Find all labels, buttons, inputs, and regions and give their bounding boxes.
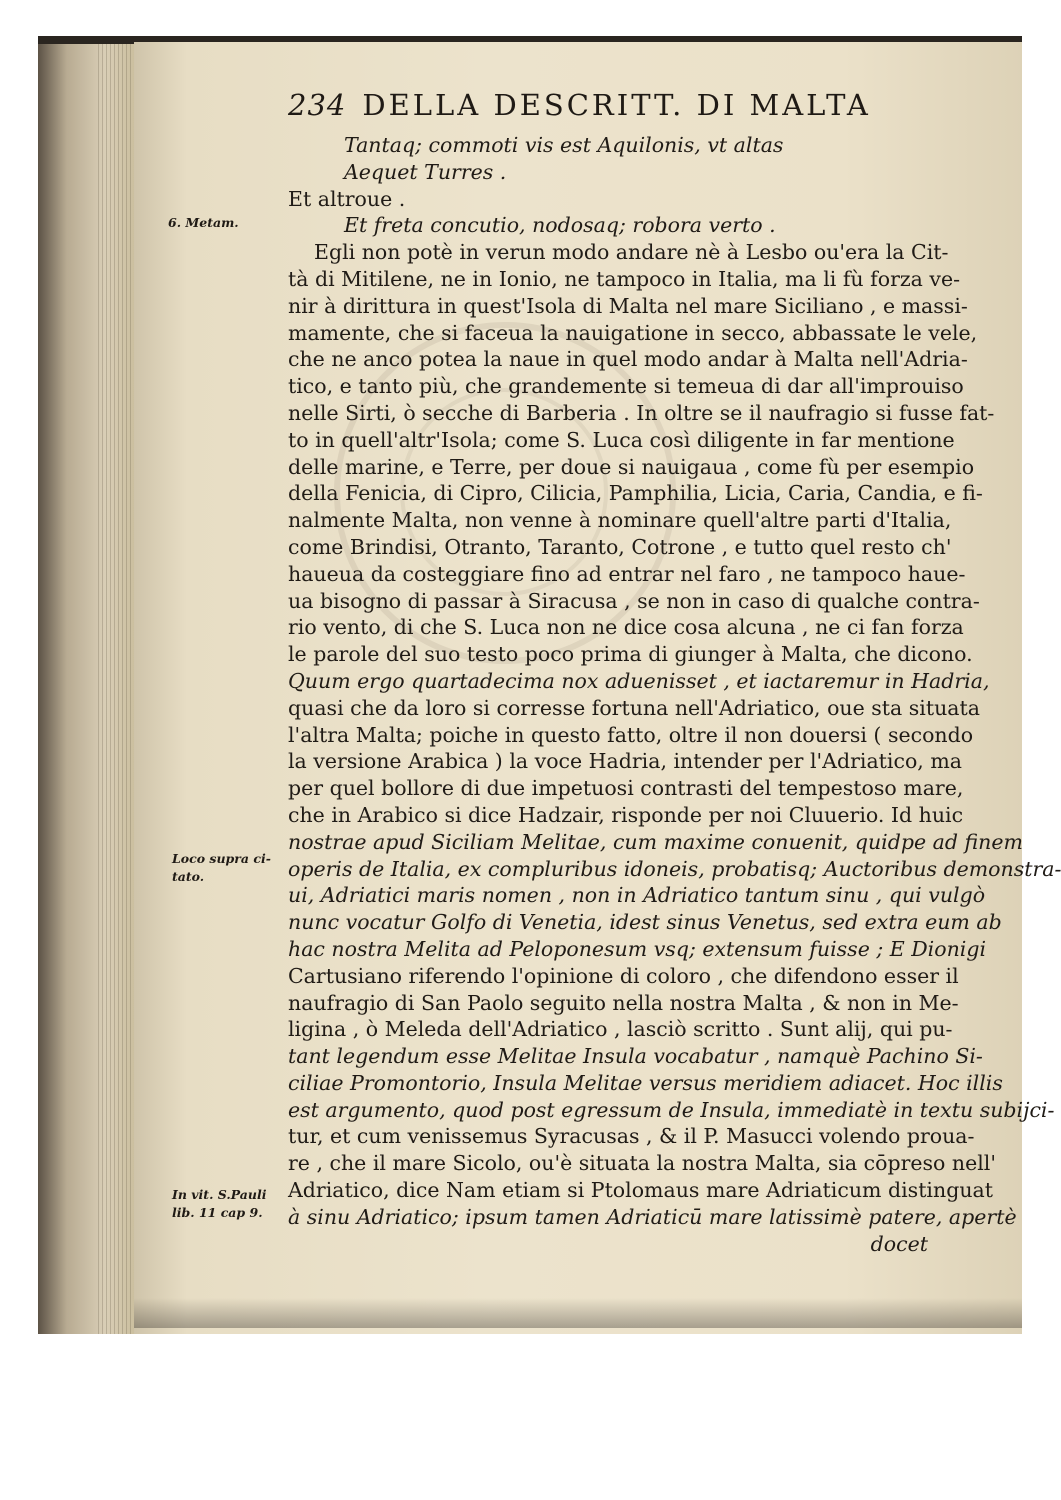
- text-line: est argumento, quod post egressum de Insula, immediatè in textu subijci-: [288, 1097, 1055, 1122]
- text-line: quasi che da loro si corresse fortuna nell'Adriatico, oue sta situata: [288, 695, 980, 720]
- text-line: mamente, che si faceua la nauigatione in secco, abbassate le vele,: [288, 320, 978, 345]
- text-line: Cartusiano riferendo l'opinione di coloro , che difendono esser il: [288, 963, 959, 988]
- text-line: Et freta concutio, nodosaq; robora verto .: [344, 213, 776, 238]
- running-title: DELLA DESCRITT. DI MALTA: [362, 88, 871, 122]
- text-line: naufragio di San Paolo seguito nella nostra Malta , & non in Me-: [288, 990, 959, 1015]
- text-line: re , che il mare Sicolo, ou'è situata la nostra Malta, sia cōpreso nell': [288, 1151, 997, 1176]
- text-line: rio vento, di che S. Luca non ne dice cosa alcuna , ne ci fan forza: [288, 615, 964, 640]
- text-line: che ne anco potea la naue in quel modo andar à Malta nell'Adria-: [288, 347, 968, 372]
- text-line: l'altra Malta; poiche in questo fatto, oltre il non douersi ( secondo: [288, 722, 974, 747]
- text-line: Tantaq; commoti vis est Aquilonis, vt altas: [344, 133, 784, 157]
- text-line: hac nostra Melita ad Peloponesum vsq; extensum fuisse ; E Dionigi: [288, 936, 987, 961]
- catchword: docet: [870, 1231, 928, 1256]
- main-text: [288, 132, 1061, 1257]
- margin-note: lib. 11 cap 9.: [172, 1205, 263, 1220]
- text-line: nir à dirittura in quest'Isola di Malta nel mare Siciliano , e massi-: [288, 293, 968, 318]
- text-line: delle marine, e Terre, per doue si nauigaua , come fù per esempio: [288, 454, 975, 479]
- text-line: nunc vocatur Golfo di Venetia, idest sinus Venetus, sed extra eum ab: [288, 910, 1002, 935]
- text-line: Et altroue .: [288, 186, 406, 211]
- text-line: haueua da costeggiare fino ad entrar nel faro , ne tampoco haue-: [288, 561, 966, 586]
- text-line: tur, et cum venissemus Syracusas , & il P. Masucci volendo proua-: [288, 1124, 975, 1149]
- margin-note: 6. Metam.: [168, 215, 239, 230]
- text-line: tà di Mitilene, ne in Ionio, ne tampoco in Italia, ma li fù forza ve-: [288, 266, 961, 291]
- text-line: ua bisogno di passar à Siracusa , se non in caso di qualche contra-: [288, 588, 980, 613]
- text-line: to in quell'altr'Isola; come S. Luca così diligente in far mentione: [288, 427, 955, 452]
- text-line: ciliae Promontorio, Insula Melitae versus meridiem adiacet. Hoc illis: [288, 1070, 1003, 1095]
- text-line: ui, Adriatici maris nomen , non in Adriatico tantum sinu , qui vulgò: [288, 883, 986, 908]
- text-line: della Fenicia, di Cipro, Cilicia, Pamphilia, Licia, Caria, Candia, e fi-: [288, 481, 983, 506]
- text-line: nostrae apud Siciliam Melitae, cum maxime conuenit, quidpe ad finem: [288, 829, 1023, 854]
- text-line: tant legendum esse Melitae Insula vocabatur , namquè Pachino Si-: [288, 1044, 983, 1069]
- text-line: per quel bollore di due impetuosi contrasti del tempestoso mare,: [288, 776, 964, 801]
- text-line: operis de Italia, ex compluribus idoneis, probatisq; Auctoribus demonstra-: [288, 856, 1061, 881]
- page-number: 234: [288, 88, 347, 122]
- text-line: nelle Sirti, ò secche di Barberia . In oltre se il naufragio si fusse fat-: [288, 400, 995, 425]
- margin-note: In vit. S.Pauli: [172, 1187, 267, 1202]
- text-line: come Brindisi, Otranto, Taranto, Cotrone , e tutto quel resto ch': [288, 534, 952, 559]
- text-line: Quum ergo quartadecima nox aduenisset , et iactaremur in Hadria,: [288, 668, 990, 693]
- text-line: le parole del suo testo poco prima di giunger à Malta, che dicono.: [288, 642, 973, 667]
- text-line: nalmente Malta, non venne à nominare quell'altre parti d'Italia,: [288, 508, 952, 533]
- text-line: che in Arabico si dice Hadzair, risponde per noi Cluuerio. Id huic: [288, 802, 964, 827]
- running-header: [288, 88, 888, 128]
- margin-note: Loco supra ci-: [172, 851, 271, 866]
- text-line: Aequet Turres .: [344, 159, 507, 184]
- text-line: tico, e tanto più, che grandemente si temeua di dar all'improuiso: [288, 374, 964, 399]
- text-line: la versione Arabica ) la voce Hadria, intender per l'Adriatico, ma: [288, 749, 962, 774]
- text-line: Adriatico, dice Nam etiam si Ptolomaus mare Adriaticum distinguat: [288, 1178, 993, 1203]
- page-stack-edges: [98, 44, 138, 1334]
- text-line: à sinu Adriatico; ipsum tamen Adriaticū mare latissimè patere, apertè: [288, 1204, 1017, 1229]
- text-line: Egli non potè in verun modo andare nè à Lesbo ou'era la Cit-: [314, 240, 949, 265]
- text-line: ligina , ò Meleda dell'Adriatico , lasciò scritto . Sunt alij, qui pu-: [288, 1017, 953, 1042]
- page-bottom-shadow: [134, 1298, 1022, 1328]
- margin-note: tato.: [172, 869, 205, 884]
